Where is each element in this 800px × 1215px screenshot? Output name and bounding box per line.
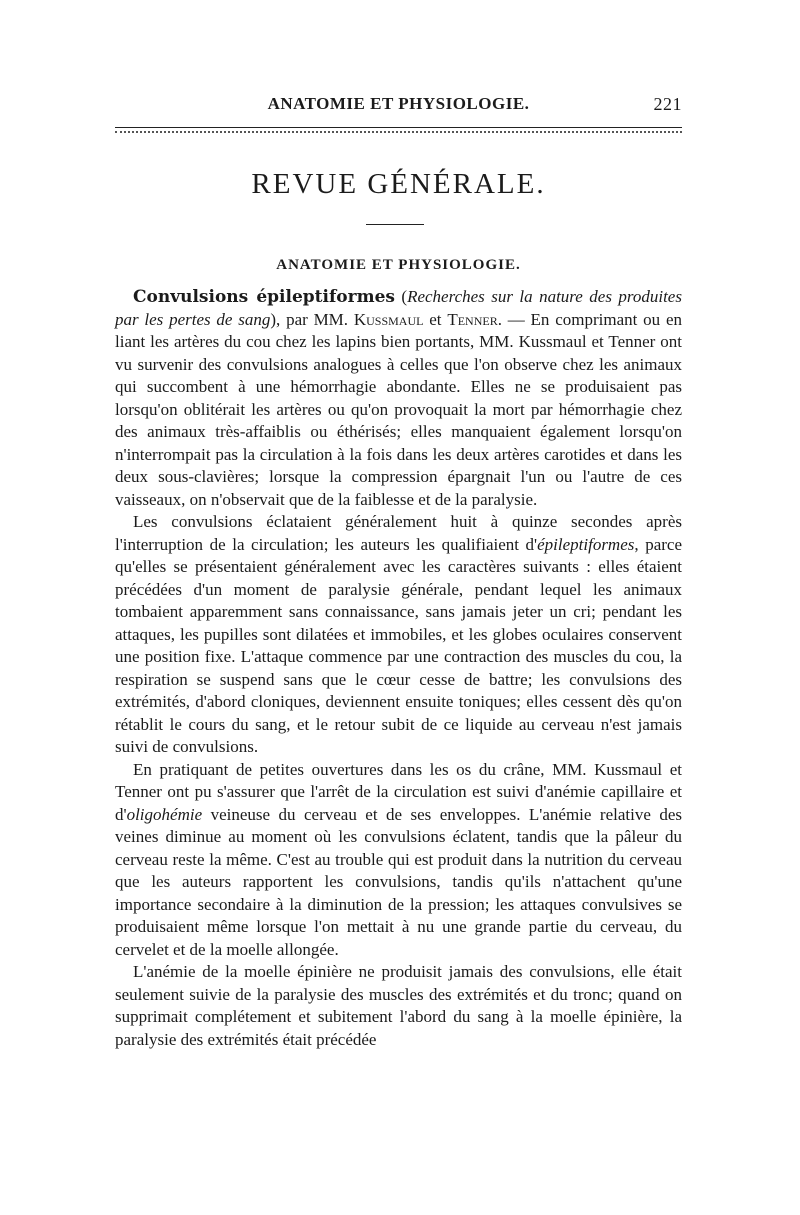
section-divider [366,224,424,225]
paragraph-2-text-b: , parce qu'elles se présentaient généralement avec les caractères suivants : elles étaient précédées d'un moment de paralysie générale, pendant lequel les animaux tombaient apparemment sans connaissance, sans jamais jeter un cri; pendant les attaques, les pupilles sont dilatées et immobiles, et les globes oculaires conservent une position fixe. L'attaque commence par une contraction des muscles du cou, la respiration se suspend sans que le cœur cesse de battre; les convulsions des extrémités, d'abord cloniques, deviennent ensuite toniques; elles cessent dès qu'on rétablit le cours du sang, et le retour subit de ce liquide au cerveau n'est jamais suivi de convulsions. [115,534,682,756]
paragraph-1 [115,286,682,511]
source-title: Recherches sur la nature des produites par les pertes de sang [115,287,682,329]
paragraph-4: L'anémie de la moelle épinière ne produisit jamais des convulsions, elle était seulement suivie de la paralysie des muscles des extrémités et du tronc; quand on supprimait complétement et subitement l'abord du sang à la moelle épinière, la paralysie des extrémités était précédée [115,962,682,1049]
paragraph-3-text-b: veineuse du cerveau et de ses enveloppes. L'anémie relative des veines diminue au moment où les convulsions éclatent, tandis que la pâleur du cerveau reste la même. C'est au trouble qui est produit dans la nutrition du cerveau que les auteurs rapportent les convulsions, tandis qu'ils n'attachent qu'une importance secondaire à la diminution de la pression; les attaques convulsives se produisaient même lorsque l'on mettait à nu une grande partie du cerveau, du cervelet et de la moelle allongée. [115,804,682,959]
section-title: REVUE GÉNÉRALE. [251,168,546,200]
author-join: et [423,309,448,329]
running-head [115,94,682,118]
article-heading: Convulsions épileptiformes [133,287,395,307]
source-close: ), par MM. [270,309,354,329]
paragraph-3-emphasis: oligohémie [126,804,203,824]
header-rule [115,127,682,128]
paragraph-3 [115,759,682,962]
paragraph-2-text-a: Les convulsions éclataient généralement huit à quinze secondes après l'interruption de la circulation; les auteurs les qualifiaient d' [115,512,682,554]
source-open: ( [394,287,408,306]
article-body [115,286,682,1051]
page-number: 221 [653,94,682,114]
paragraph-2 [115,511,682,759]
running-title: ANATOMIE ET PHYSIOLOGIE. [267,94,530,113]
author-tenner: Tenner [447,309,498,329]
paragraph-1-text: . — En comprimant ou en liant les artères du cou chez les lapins bien portants, MM. Kussmaul et Tenner ont vu survenir des convulsions analogues à celles que l'on observe chez les animaux qui succombent à une hémorrhagie abondante. Elles ne se produisaient pas lorsqu'on oblitérait les artères ou qu'on provoquait la mort par hémorrhagie chez des animaux très-affaiblis ou éthérisés; elles manquaient également lorsqu'on n'interrompait pas la circulation à la fois dans les deux artères carotides et dans les deux sous-clavières; lorsque la compression épargnait l'un ou l'autre de ces vaisseaux, on n'observait que de la faiblesse et de la paralysie. [115,309,682,509]
header-dotted-rule [115,131,682,133]
paragraph-3-text-a: En pratiquant de petites ouvertures dans les os du crâne, MM. Kussmaul et Tenner ont pu s'assurer que l'arrêt de la circulation est suivi d'anémie capillaire et d' [115,759,682,824]
subsection-title: ANATOMIE ET PHYSIOLOGIE. [276,257,521,273]
author-kussmaul: Kussmaul [353,309,424,329]
paragraph-2-emphasis: épileptiformes [537,534,635,554]
